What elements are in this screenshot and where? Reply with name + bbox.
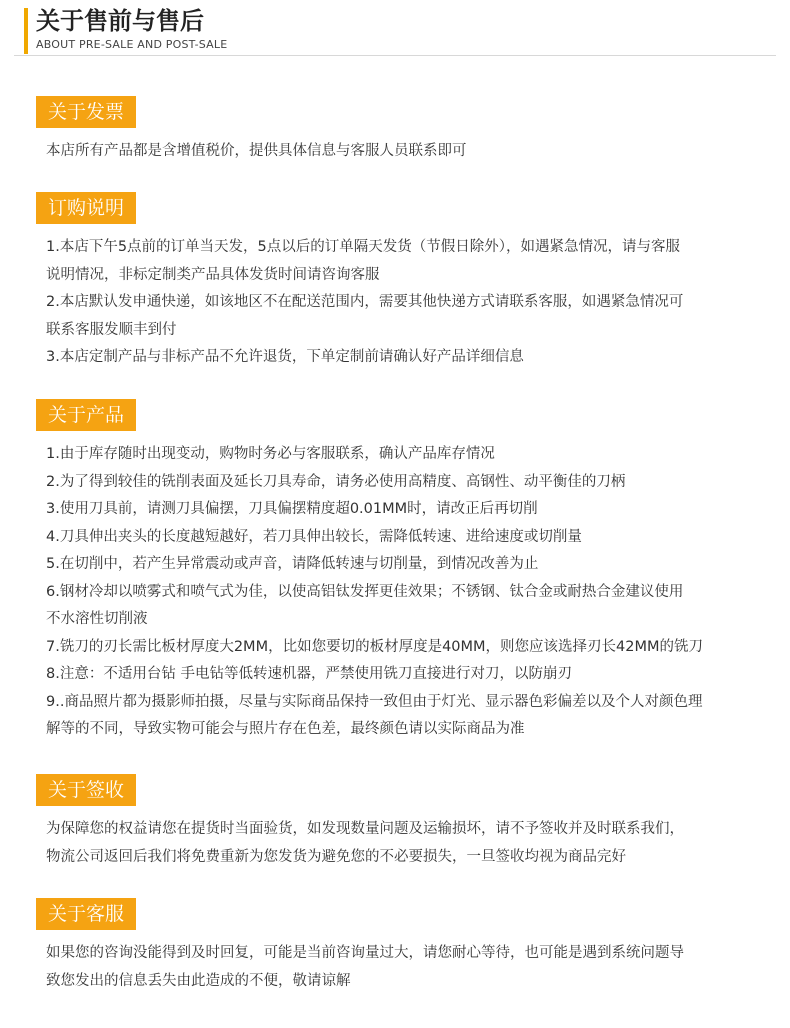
section-line: 1.由于库存随时出现变动，购物时务必与客服联系，确认产品库存情况 xyxy=(46,446,495,462)
section-line: 6.钢材冷却以喷雾式和喷气式为佳，以使高铝钛发挥更佳效果；不锈钢、钛合金或耐热合金建议使用 xyxy=(46,583,684,600)
section-line: 3.本店定制产品与非标产品不允许退货，下单定制前请确认好产品详细信息 xyxy=(46,349,524,365)
section-line: 2.为了得到较佳的铣削表面及延长刀具寿命，请务必使用高精度、高钢性、动平衡佳的刀柄 xyxy=(46,473,626,490)
section-line: 本店所有产品都是含增值税价，提供具体信息与客服人员联系即可 xyxy=(46,143,467,159)
section-line: 致您发出的信息丢失由此造成的不便，敬请谅解 xyxy=(46,972,351,989)
section-body xyxy=(36,940,766,995)
section-customer-service xyxy=(36,898,766,995)
section-line: 说明情况，非标定制类产品具体发货时间请咨询客服 xyxy=(46,266,380,283)
header-accent-bar xyxy=(24,8,28,54)
section-line: 物流公司返回后我们将免费重新为您发货为避免您的不必要损失，一旦签收均视为商品完好 xyxy=(46,848,626,865)
section-body xyxy=(36,234,766,372)
section-tag: 关于产品 xyxy=(36,399,136,431)
section-line: 9..商品照片都为摄影师拍摄，尽量与实际商品保持一致但由于灯光、显示器色彩偏差以及个人对颜色理 xyxy=(46,693,703,710)
section-ordering xyxy=(36,192,766,372)
section-products xyxy=(36,399,766,744)
section-line: 7.铣刀的刃长需比板材厚度大2MM，比如您要切的板材厚度是40MM，则您应该选择刃长42MM的铣刀 xyxy=(46,638,704,655)
section-body xyxy=(36,441,766,744)
section-line: 4.刀具伸出夹头的长度越短越好，若刀具伸出较长，需降低转速、进给速度或切削量 xyxy=(46,528,582,545)
page-title: 关于售前与售后 xyxy=(36,7,204,35)
section-tag: 关于签收 xyxy=(36,774,136,806)
section-line: 2.本店默认发申通快递，如该地区不在配送范围内，需要其他快递方式请联系客服，如遇紧急情况可 xyxy=(46,294,684,310)
section-body xyxy=(36,816,766,871)
section-line: 1.本店下午5点前的订单当天发，5点以后的订单隔天发货（节假日除外），如遇紧急情况，请与客服 xyxy=(46,239,681,255)
section-body xyxy=(36,138,766,166)
section-tag: 关于客服 xyxy=(36,898,136,930)
header-divider xyxy=(14,55,776,56)
section-line: 如果您的咨询没能得到及时回复，可能是当前咨询量过大，请您耐心等待，也可能是遇到系统问题导 xyxy=(46,945,684,961)
section-line: 解等的不同，导致实物可能会与照片存在色差，最终颜色请以实际商品为准 xyxy=(46,721,525,737)
section-invoice xyxy=(36,96,766,166)
section-tag: 关于发票 xyxy=(36,96,136,128)
section-line: 3.使用刀具前，请测刀具偏摆，刀具偏摆精度超0.01MM时，请改正后再切削 xyxy=(46,501,538,517)
page-subtitle: ABOUT PRE-SALE AND POST-SALE xyxy=(36,38,228,51)
section-line: 不水溶性切削液 xyxy=(46,611,148,627)
section-line: 为保障您的权益请您在提货时当面验货，如发现数量问题及运输损坏，请不予签收并及时联系我们， xyxy=(46,821,684,837)
section-line: 8.注意：不适用台钻 手电钻等低转速机器，严禁使用铣刀直接进行对刀，以防崩刃 xyxy=(46,666,572,682)
section-line: 联系客服发顺丰到付 xyxy=(46,321,177,338)
section-line: 5.在切削中，若产生异常震动或声音，请降低转速与切削量，到情况改善为止 xyxy=(46,556,539,572)
section-tag: 订购说明 xyxy=(36,192,136,224)
section-receipt xyxy=(36,774,766,871)
